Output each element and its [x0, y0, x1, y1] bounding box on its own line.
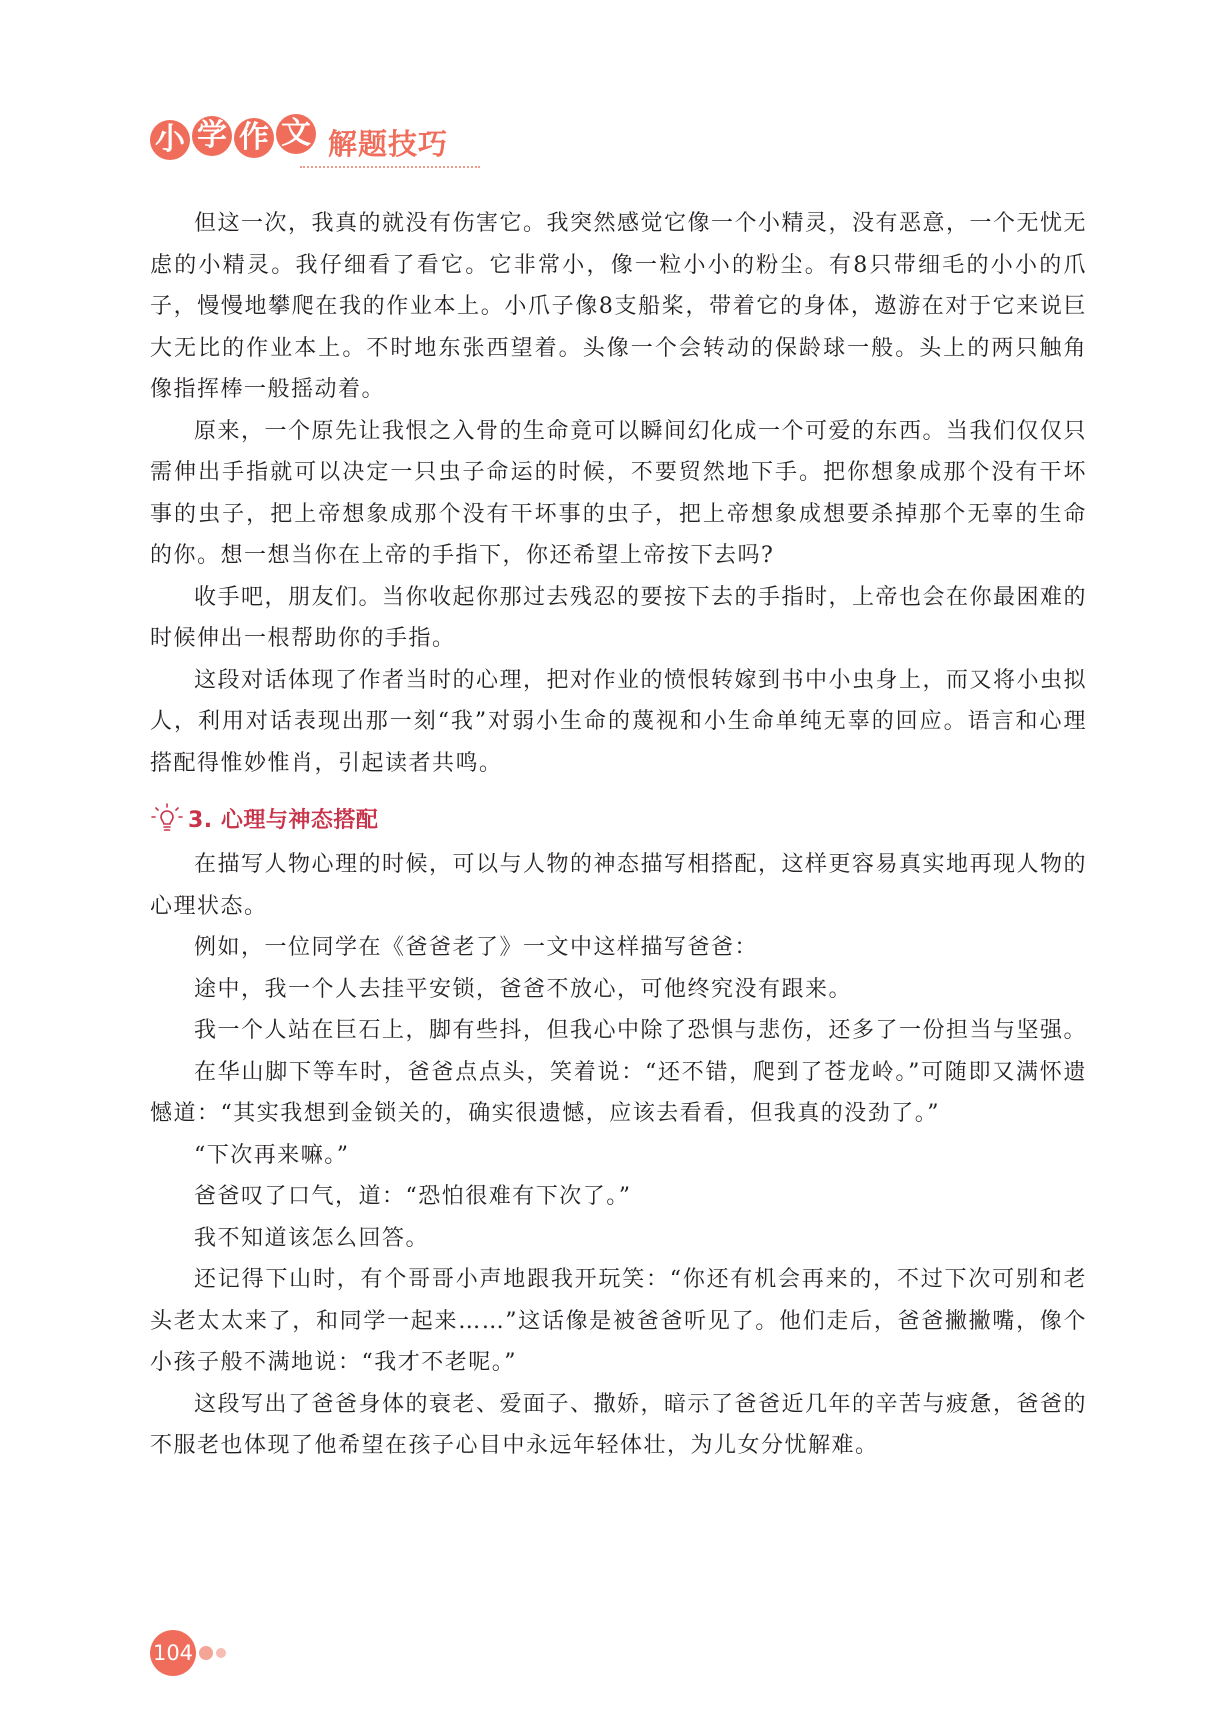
section-title: 3. 心理与神态搭配	[188, 807, 379, 833]
body-paragraph: 收手吧，朋友们。当你收起你那过去残忍的要按下去的手指时，上帝也会在你最困难的时候伸出一根帮助你的手指。	[150, 584, 1088, 651]
header-subtitle: 解题技巧	[328, 127, 449, 161]
page-content	[150, 203, 1087, 1467]
body-paragraph: 例如，一位同学在《爸爸老了》一文中这样描写爸爸：	[194, 935, 759, 960]
header-title-char: 学	[192, 116, 232, 156]
body-paragraph: 我不知道该怎么回答。	[194, 1225, 430, 1251]
body-paragraph: 这段写出了爸爸身体的衰老、爱面子、撒娇，暗示了爸爸近几年的辛苦与疲惫，爸爸的不服老也体现了他希望在孩子心目中永远年轻体壮，为儿女分忧解难。	[150, 1391, 1088, 1458]
lightbulb-icon	[150, 802, 184, 834]
header-title	[150, 112, 318, 157]
body-paragraph: 在描写人物心理的时候，可以与人物的神态描写相搭配，这样更容易真实地再现人物的心理状态。	[150, 852, 1088, 919]
page-header	[150, 112, 480, 172]
body-paragraph: 原来，一个原先让我恨之入骨的生命竟可以瞬间幻化成一个可爱的东西。当我们仅仅只需伸出手指就可以决定一只虫子命运的时候，不要贸然地下手。把你想象成那个没有干坏事的虫子，把上帝想象成那个没有干坏事的虫子，把上帝想象成想要杀掉那个无辜的生命的你。想一想当你在上帝的手指下，你还希望上帝按下去吗?	[150, 418, 1088, 568]
section-heading	[150, 798, 1087, 838]
page-number: 104	[150, 1630, 196, 1676]
body-paragraph: “下次再来嘛。”	[194, 1142, 350, 1168]
header-title-char: 小	[150, 120, 190, 160]
body-paragraph: 我一个人站在巨石上，脚有些抖，但我心中除了恐惧与悲伤，还多了一份担当与坚强。	[194, 1018, 1088, 1043]
body-paragraph: 这段对话体现了作者当时的心理，把对作业的愤恨转嫁到书中小虫身上，而又将小虫拟人，利用对话表现出那一刻“我”对弱小生命的蔑视和小生命单纯无辜的回应。语言和心理搭配得惟妙惟肖，引起读者共鸣。	[150, 667, 1088, 776]
body-paragraph: 爸爸叹了口气，道：“恐怕很难有下次了。”	[194, 1184, 632, 1209]
body-paragraph: 还记得下山时，有个哥哥小声地跟我开玩笑：“你还有机会再来的，不过下次可别和老头老太太来了，和同学一起来……”这话像是被爸爸听见了。他们走后，爸爸撇撇嘴，像个小孩子般不满地说：“我才不老呢。”	[150, 1267, 1087, 1375]
header-title-char: 作	[234, 118, 274, 158]
body-paragraph: 在华山脚下等车时，爸爸点点头，笑着说：“还不错，爬到了苍龙岭。”可随即又满怀遗憾道：“其实我想到金锁关的，确实很遗憾，应该去看看，但我真的没劲了。”	[150, 1059, 1087, 1126]
header-dotted-divider	[300, 166, 480, 168]
body-paragraph: 但这一次，我真的就没有伤害它。我突然感觉它像一个小精灵，没有恶意，一个无忧无虑的小精灵。我仔细看了看它。它非常小，像一粒小小的粉尘。有8只带细毛的小小的爪子，慢慢地攀爬在我的作业本上。小爪子像8支船桨，带着它的身体，遨游在对于它来说巨大无比的作业本上。不时地东张西望着。头像一个会转动的保龄球一般。头上的两只触角像指挥棒一般摇动着。	[150, 211, 1088, 402]
body-paragraph: 途中，我一个人去挂平安锁，爸爸不放心，可他终究没有跟来。	[194, 976, 853, 1002]
page-number-dot	[199, 1646, 213, 1660]
page-number-dot	[216, 1648, 226, 1658]
header-title-char: 文	[276, 114, 316, 154]
